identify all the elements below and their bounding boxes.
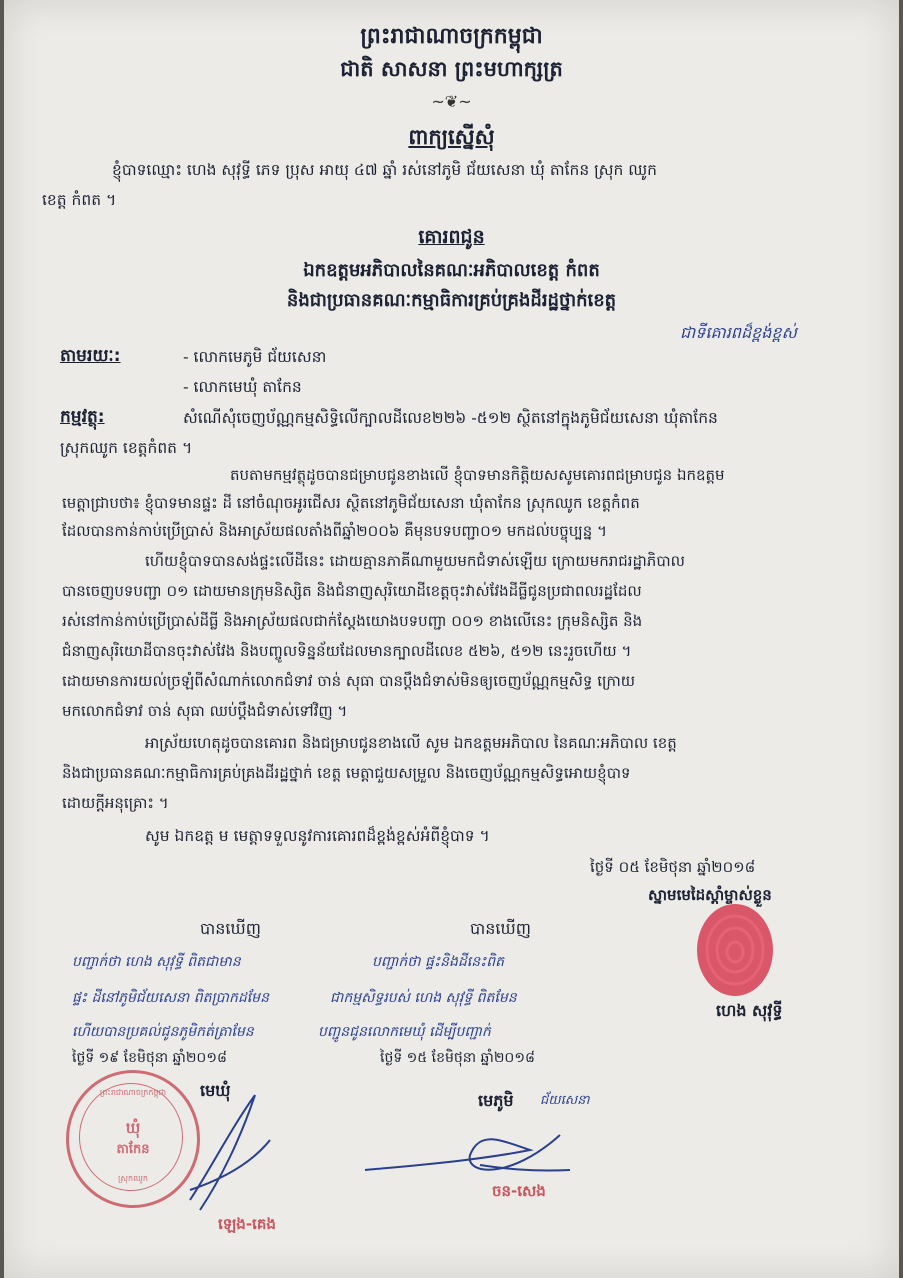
body-p1-line: ដែលបានកាន់កាប់ប្រើប្រាស់ និងអាស្រ័យផលតាំងពីឆ្នាំ២០០៦ គឺមុនបទបញ្ជា០១ មកដល់បច្ចុប្បន្ន ។ (62, 522, 607, 540)
intro-line-1: ខ្ញុំបាទឈ្មោះ ហេង សុវុទ្ធី ភេទ ប្រុស អាយុ ៤៧ ឆ្នាំ រស់នៅភូមិ ជ័យសេនា ឃុំ តាកែន ស្រុក ឈូក (112, 161, 658, 179)
body-p3-line: ដោយក្តីអនុគ្រោះ ។ (62, 794, 169, 812)
stamp-center-text: ឃុំ (125, 1119, 141, 1137)
stamp-name-text: តាកែន (116, 1142, 150, 1157)
addressee-line-1: ឯកឧត្តមអភិបាលនៃគណៈអភិបាលខេត្ត កំពត (303, 260, 600, 281)
addressee-heading: គោរពជូន (418, 226, 485, 248)
right-witness-role-suffix: ជ័យសេនា (540, 1093, 590, 1108)
left-witness-line-3: ហើយបានប្រគល់ជូនភូមិកត់ត្រាមែន (72, 1024, 254, 1040)
right-witness-heading: បានឃើញ (470, 919, 531, 938)
body-p1-line: មេត្តាជ្រាបថា៖ ខ្ញុំបាទមានផ្ទះ ដី នៅចំណុចអូរជើសរ ស្ថិតនៅភូមិជ័យសេនា ឃុំតាកែន ស្រុកឈូក ខេត្តកំពត (62, 494, 640, 512)
ornament-divider: ~❦~ (431, 92, 472, 111)
thumbprint-label: ស្នាមមេដៃស្ដាំម្ចាស់ខ្លួន (648, 886, 772, 904)
signature-date: ថ្ងៃទី ០៥ ខែមិថុនា ឆ្នាំ២០១៨ (590, 858, 756, 876)
thumbprint (690, 900, 790, 1010)
body-p2-line: រស់នៅកាន់កាប់ប្រើប្រាស់ដីធ្លី និងអាស្រ័យផលជាក់ស្តែងយោងបទបញ្ជា ០០១ ខាងលើនេះ ក្រុមនិស្សិត និង (62, 612, 643, 630)
body-p2-line: បានចេញបទបញ្ជា ០១ ដោយមានក្រុមនិស្សិត និងជំនាញសុរិយោដីខេត្តចុះវាស់វែងដីធ្លីជូនប្រជាពលរដ្ឋដែល (62, 582, 642, 600)
kingdom-heading: ព្រះរាជាណាចក្រកម្ពុជា (360, 24, 543, 49)
left-witness-line-2: ផ្ទះ ដីនៅភូមិជ័យសេនា ពិតប្រាកដមែន (72, 990, 269, 1006)
subject-line-2: ស្រុកឈូក ខេត្តកំពត ។ (60, 439, 193, 457)
body-p2-line: ដោយមានការយល់ច្រឡំពីសំណាក់លោកជំទាវ ចាន់ សុធា បានប្ដឹងជំទាស់មិនឲ្យចេញប័ណ្ណកម្មសិទ្ធ ក្រោយ (62, 672, 636, 690)
closing-line: សូម ឯកឧត្ត ម មេត្តាទទួលនូវការគោរពដ៏ខ្ពង់ខ្ពស់អំពីខ្ញុំបាទ ។ (145, 827, 490, 845)
village-chief-signature (360, 1120, 580, 1190)
body-p2-line: ជំនាញសុរិយោដីបានចុះវាស់វែង និងបញ្ចូលទិន្នន័យដែលមានក្បាលដីលេខ ៥២៦, ៥១២ នេះរួចហើយ ។ (62, 642, 632, 660)
left-witness-date: ថ្ងៃទី ១៩ ខែមិថុនា ឆ្នាំ២០១៨ (72, 1050, 227, 1066)
right-witness-line-3: បញ្ជូនជូនលោកមេឃុំ ដើម្បីបញ្ជាក់ (318, 1024, 491, 1040)
body-p3-line: អាស្រ័យហេតុដូចបានគោរព និងជម្រាបជូនខាងលើ សូម ឯកឧត្តមអភិបាល នៃគណៈអភិបាល ខេត្ត (145, 734, 677, 752)
commune-chief-signature (170, 1080, 280, 1220)
document-title: ពាក្យស្នើសុំ (408, 125, 495, 149)
addressee-line-2: និងជាប្រធានគណៈកម្មាធិការគ្រប់គ្រងដីរដ្ឋថ្នាក់ខេត្ត (286, 290, 617, 311)
via-item-1: - លោកមេភូមិ ជ័យសេនា (183, 348, 327, 366)
right-witness-line-2: ជាកម្មសិទ្ធរបស់ ហេង សុវុទ្ធី ពិតមែន (330, 990, 517, 1006)
right-witness-line-1: បញ្ជាក់ថា ផ្ទះនិងដីនេះពិត (372, 954, 505, 970)
left-witness-heading: បានឃើញ (200, 919, 261, 938)
left-witness-line-1: បញ្ជាក់ថា ហេង សុវុទ្ធី ពិតជាមាន (72, 954, 241, 970)
body-p3-line: និងជាប្រធានគណៈកម្មាធិការគ្រប់គ្រងដីរដ្ឋថ្នាក់ ខេត្ត មេត្តាជួយសម្រួល និងចេញប័ណ្ណកម្មសិទ្ធអោយខ្ញុំបាទ (62, 764, 631, 782)
motto-heading: ជាតិ សាសនា ព្រះមហាក្សត្រ (340, 57, 563, 81)
via-item-2: - លោកមេឃុំ តាកែន (183, 378, 302, 396)
via-label: តាមរយៈ: (60, 346, 121, 366)
body-p2-line: ហើយខ្ញុំបាទបានសង់ផ្ទះលើដីនេះ ដោយគ្មានភាគីណាមួយមកជំទាស់ឡើយ ក្រោយមករាជរដ្ឋាភិបាល (145, 552, 685, 570)
left-witness-role: មេឃុំ (200, 1081, 231, 1100)
right-witness-role: មេភូមិ (478, 1091, 514, 1110)
signer-name: ហេង សុវុទ្ធី (716, 1001, 783, 1020)
stamp-bottom-text: ស្រុកឈូក (118, 1174, 148, 1183)
body-p2-line: មកលោកជំទាវ ចាន់ សុធា ឈប់ប្ដឹងជំទាស់ទៅវិញ ។ (62, 702, 348, 720)
stamp-top-text: ព្រះរាជាណាចក្រកម្ពុជា (99, 1088, 167, 1097)
handwritten-note: ជាទីគោរពដ៏ខ្ពង់ខ្ពស់ (680, 323, 797, 342)
subject-line-1: សំណើសុំចេញប័ណ្ណកម្មសិទ្ធិលើក្បាលដីលេខ២២៦ -៥១២ ស្ថិតនៅក្នុងភូមិជ័យសេនា ឃុំតាកែន (183, 409, 718, 427)
left-stamp-name: ឡេង-គេង (218, 1215, 276, 1233)
right-stamp-name: ចន-សេង (492, 1182, 546, 1200)
intro-line-2: ខេត្ត កំពត ។ (42, 191, 117, 209)
right-witness-date: ថ្ងៃទី ១៥ ខែមិថុនា ឆ្នាំ២០១៨ (380, 1050, 535, 1066)
body-p1-line: តបតាមកម្មវត្ថុដូចបានជម្រាបជូនខាងលើ ខ្ញុំបាទមានកិត្តិយសសូមគោរពជម្រាបជូន ឯកឧត្តម (230, 466, 725, 484)
subject-label: កម្មវត្ថុ: (60, 407, 105, 427)
